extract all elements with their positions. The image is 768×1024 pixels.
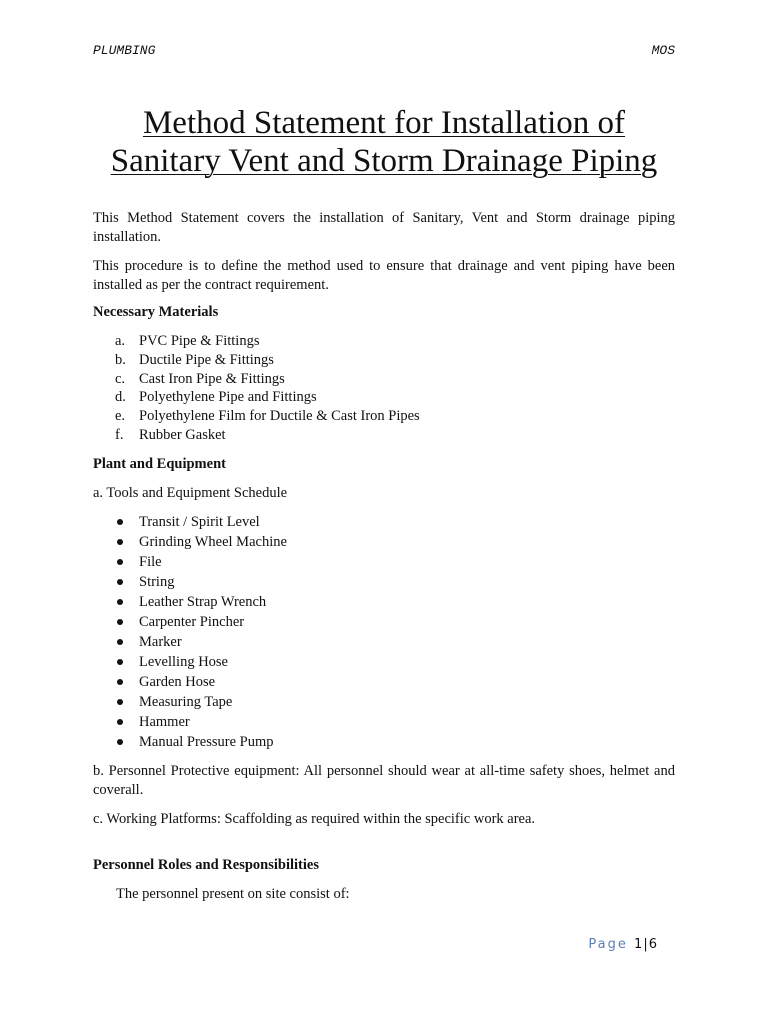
- materials-heading: Necessary Materials: [93, 304, 219, 320]
- document-title: [60, 104, 708, 180]
- list-item: [115, 592, 287, 612]
- list-item: [115, 692, 287, 712]
- platforms-paragraph: c. Working Platforms: Scaffolding as required within the specific work area.: [93, 811, 536, 827]
- roles-heading: Personnel Roles and Responsibilities: [93, 857, 319, 873]
- intro-paragraph-1: This Method Statement covers the installation of Sanitary, Vent and Storm drainage piping installation.: [93, 210, 675, 245]
- list-marker: a.: [115, 333, 126, 349]
- header-left: PLUMBING: [93, 43, 156, 58]
- page-header: [93, 43, 675, 59]
- bullet-icon: [117, 639, 123, 645]
- ppe-paragraph: b. Personnel Protective equipment: All personnel should wear at all-time safety shoes, helmet and coverall.: [93, 763, 675, 798]
- list-item-text: Ductile Pipe & Fittings: [139, 351, 274, 368]
- bullet-icon: [117, 599, 123, 605]
- bullet-icon: [117, 679, 123, 685]
- list-item-text: Transit / Spirit Level: [139, 514, 260, 530]
- title-line-2: Sanitary Vent and Storm Drainage Piping: [110, 143, 658, 179]
- title-line-1: Method Statement for Installation of: [142, 105, 626, 141]
- materials-list: [115, 332, 420, 445]
- page-total: 6: [648, 937, 658, 952]
- list-item-text: Grinding Wheel Machine: [139, 534, 287, 550]
- list-item: [115, 652, 287, 672]
- list-item: [115, 612, 287, 632]
- page-footer: [588, 937, 658, 952]
- intro-paragraph-2: This procedure is to define the method used to ensure that drainage and vent piping have been installed as per the contract requirement.: [93, 258, 675, 293]
- list-item: [115, 532, 287, 552]
- bullet-icon: [117, 519, 123, 525]
- list-marker: d.: [115, 389, 126, 406]
- bullet-icon: [117, 739, 123, 745]
- list-marker: c.: [115, 370, 126, 387]
- list-item-text: File: [139, 554, 162, 570]
- list-item-text: Cast Iron Pipe & Fittings: [139, 370, 285, 387]
- list-item-text: Carpenter Pincher: [139, 614, 245, 630]
- list-item: [115, 332, 420, 351]
- list-marker: e.: [115, 408, 126, 425]
- bullet-icon: [117, 559, 123, 565]
- page-number: 1: [634, 937, 644, 952]
- list-item-text: Polyethylene Film for Ductile & Cast Iron Pipes: [139, 408, 420, 425]
- plant-heading: Plant and Equipment: [93, 456, 226, 472]
- list-item: [115, 552, 287, 572]
- list-item-text: Garden Hose: [139, 674, 216, 690]
- bullet-icon: [117, 539, 123, 545]
- list-item: [115, 672, 287, 692]
- list-item-text: PVC Pipe & Fittings: [139, 333, 260, 349]
- list-item: [115, 512, 287, 532]
- list-item-text: Leather Strap Wrench: [139, 594, 267, 610]
- list-item-text: String: [139, 574, 175, 590]
- list-item-text: Polyethylene Pipe and Fittings: [139, 389, 317, 406]
- list-item: [115, 407, 420, 426]
- bullet-icon: [117, 659, 123, 665]
- list-marker: b.: [115, 351, 126, 368]
- list-item-text: Measuring Tape: [139, 694, 233, 710]
- page-separator: |: [643, 937, 649, 952]
- list-item: [115, 388, 420, 407]
- page-label: Page: [588, 937, 628, 952]
- list-item-text: Levelling Hose: [139, 654, 228, 670]
- tools-list: [115, 512, 287, 752]
- list-item: [115, 712, 287, 732]
- list-marker: f.: [115, 426, 124, 443]
- list-item-text: Manual Pressure Pump: [139, 734, 274, 750]
- roles-text: The personnel present on site consist of:: [116, 886, 350, 902]
- list-item-text: Hammer: [139, 714, 190, 730]
- header-right: MOS: [651, 43, 675, 58]
- list-item: [115, 732, 287, 752]
- bullet-icon: [117, 579, 123, 585]
- bullet-icon: [117, 699, 123, 705]
- list-item: [115, 370, 420, 389]
- list-item: [115, 632, 287, 652]
- list-item: [115, 572, 287, 592]
- tools-label: a. Tools and Equipment Schedule: [93, 485, 288, 501]
- list-item-text: Marker: [139, 634, 182, 650]
- list-item: [115, 351, 420, 370]
- bullet-icon: [117, 619, 123, 625]
- bullet-icon: [117, 719, 123, 725]
- list-item-text: Rubber Gasket: [139, 426, 226, 443]
- list-item: [115, 426, 420, 445]
